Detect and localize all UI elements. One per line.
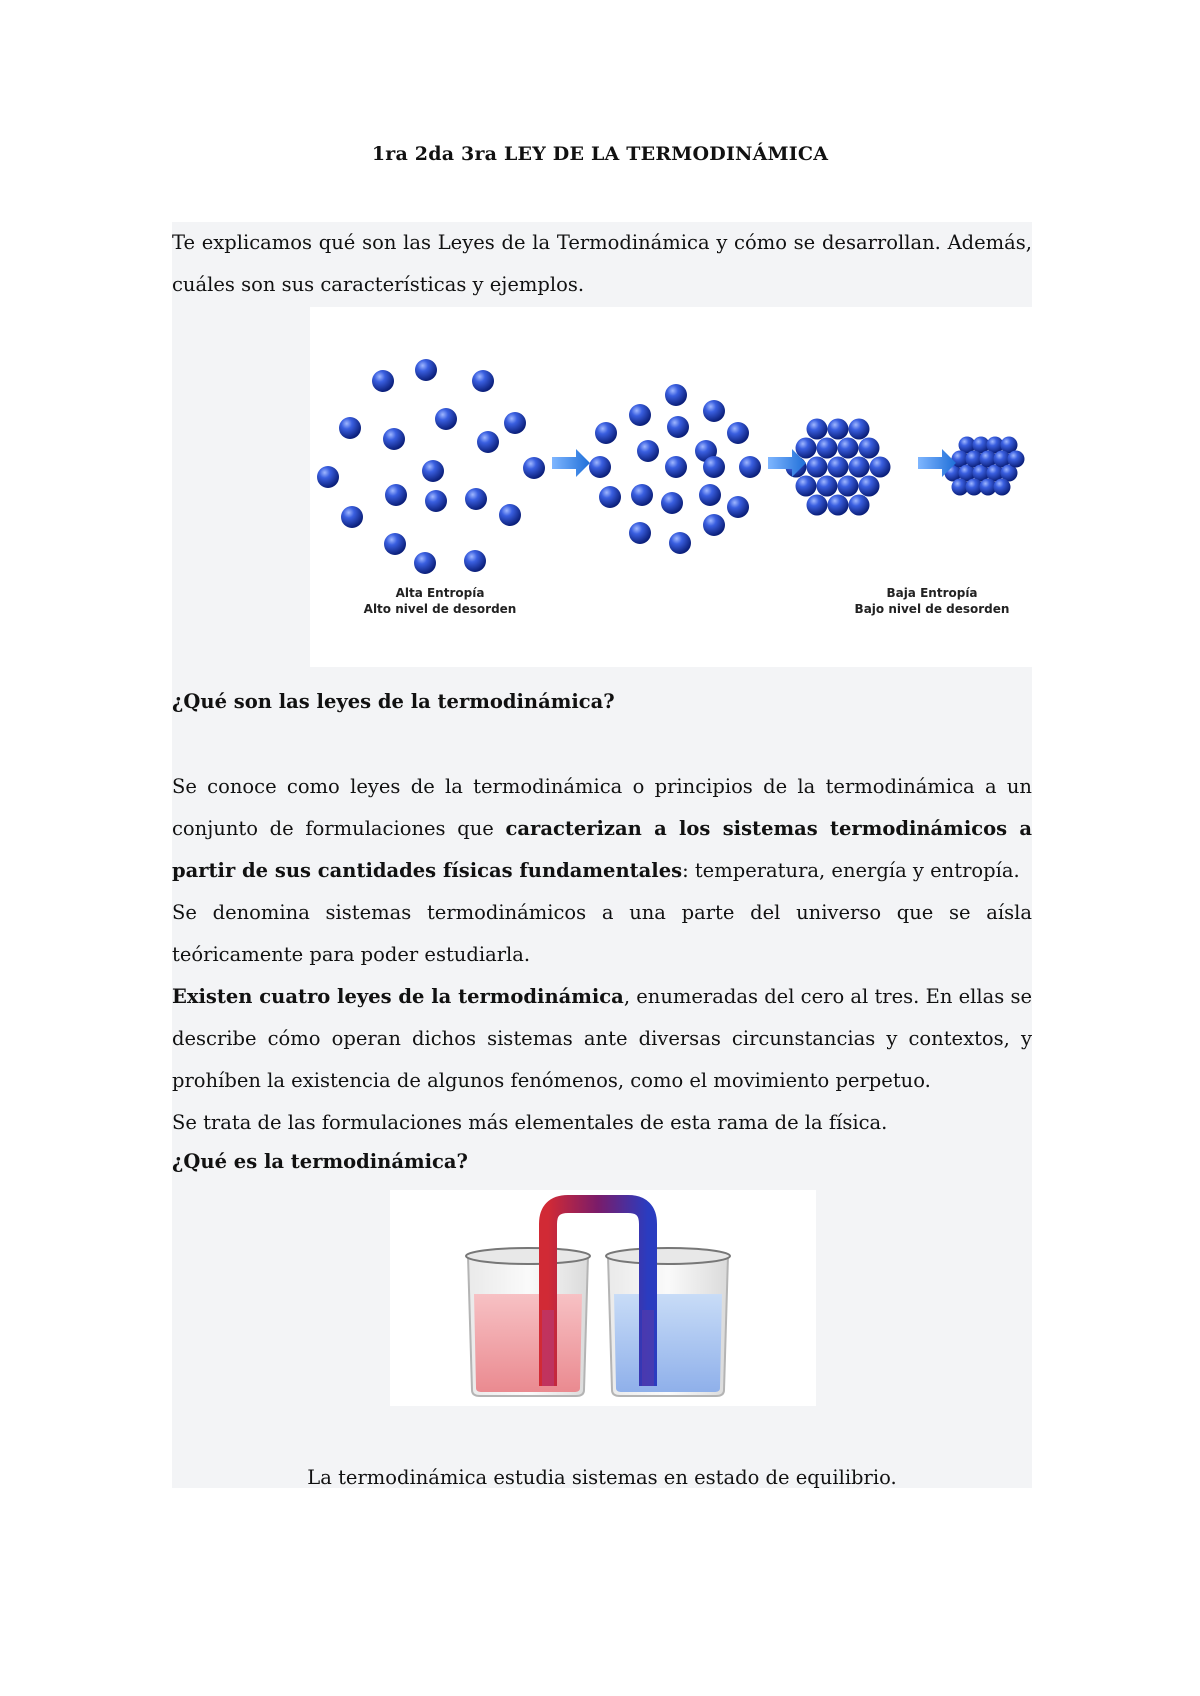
sphere — [669, 532, 691, 554]
p3-text-bold: Existen cuatro leyes de la termodinámica — [172, 985, 624, 1008]
entropy-figure — [310, 307, 1032, 667]
label-high-disorder: Alto nivel de desorden — [363, 602, 517, 616]
p1-text-b: : temperatura, energía y entropía. — [682, 859, 1020, 882]
sphere — [817, 476, 838, 497]
sphere — [703, 456, 725, 478]
figure-caption: La termodinámica estudia sistemas en estado de equilibrio. — [307, 1466, 897, 1489]
paragraph-four-laws — [172, 976, 1032, 1102]
sphere — [499, 504, 521, 526]
sphere — [838, 438, 859, 459]
sphere — [384, 533, 406, 555]
paragraph-elemental: Se trata de las formulaciones más elementales de esta rama de la física. — [172, 1111, 888, 1134]
sphere — [661, 492, 683, 514]
sphere — [629, 522, 651, 544]
sphere — [372, 370, 394, 392]
sphere — [828, 495, 849, 516]
sphere — [465, 488, 487, 510]
sphere — [339, 417, 361, 439]
sphere — [383, 428, 405, 450]
beakers-diagram — [390, 1190, 816, 1406]
paragraph-laws-definition — [172, 766, 1032, 892]
entropy-diagram — [310, 307, 1032, 667]
paragraph-systems: Se denomina sistemas termodinámicos a una parte del universo que se aísla teóricamente para poder estudiarla. — [172, 901, 1032, 966]
sphere — [796, 476, 817, 497]
intro-paragraph: Te explicamos qué son las Leyes de la Termodinámica y cómo se desarrollan. Además, cuáles son sus características y ejemplos. — [172, 231, 1032, 296]
sphere — [599, 486, 621, 508]
sphere — [859, 476, 880, 497]
sphere — [1008, 451, 1025, 468]
section-heading-thermodynamics: ¿Qué es la termodinámica? — [172, 1150, 468, 1173]
sphere — [425, 490, 447, 512]
sphere — [727, 422, 749, 444]
sphere — [637, 440, 659, 462]
sphere — [796, 438, 817, 459]
sphere — [317, 466, 339, 488]
sphere — [849, 419, 870, 440]
arrow-1-icon — [552, 449, 590, 477]
sphere — [849, 495, 870, 516]
sphere — [838, 476, 859, 497]
sphere — [415, 359, 437, 381]
label-high-entropy: Alta Entropía — [395, 586, 485, 600]
sphere — [589, 456, 611, 478]
sphere — [414, 552, 436, 574]
p3-text-rest: , enumeradas del cero al tres. En ellas se describe cómo operan dichos sistemas ante diversas circunstancias y contextos, y prohíben la existencia de algunos fenómenos, como el movimiento perpetuo. — [172, 985, 1032, 1092]
sphere — [739, 456, 761, 478]
sphere — [464, 550, 486, 572]
sphere — [435, 408, 457, 430]
sphere — [817, 438, 838, 459]
sphere — [595, 422, 617, 444]
hot-beaker — [466, 1248, 590, 1396]
sphere — [504, 412, 526, 434]
sphere — [703, 514, 725, 536]
cold-beaker — [606, 1248, 730, 1396]
p1-text-bold: caracterizan a los sistemas termodinámicos a partir de sus cantidades físicas fundamentales — [172, 817, 1033, 882]
sphere — [859, 438, 880, 459]
label-low-entropy: Baja Entropía — [886, 586, 978, 600]
sphere — [631, 484, 653, 506]
sphere — [665, 456, 687, 478]
sphere — [828, 457, 849, 478]
sphere — [703, 400, 725, 422]
sphere — [629, 404, 651, 426]
sphere — [828, 419, 849, 440]
sphere — [523, 457, 545, 479]
sphere — [807, 457, 828, 478]
sphere — [667, 416, 689, 438]
p1-text-a: Se conoce como leyes de la termodinámica o principios de la termodinámica a un conjunto de formulaciones que — [172, 775, 1032, 840]
sphere — [341, 506, 363, 528]
sphere — [699, 484, 721, 506]
sphere — [807, 495, 828, 516]
sphere — [422, 460, 444, 482]
sphere — [870, 457, 891, 478]
document-title: 1ra 2da 3ra LEY DE LA TERMODINÁMICA — [371, 143, 829, 165]
label-low-disorder: Bajo nivel de desorden — [854, 602, 1010, 616]
sphere — [994, 479, 1011, 496]
sphere — [477, 431, 499, 453]
section-heading-laws: ¿Qué son las leyes de la termodinámica? — [172, 690, 615, 713]
sphere — [849, 457, 870, 478]
sphere — [472, 370, 494, 392]
sphere — [665, 384, 687, 406]
beakers-figure — [390, 1190, 816, 1406]
sphere — [385, 484, 407, 506]
sphere — [727, 496, 749, 518]
sphere — [807, 419, 828, 440]
